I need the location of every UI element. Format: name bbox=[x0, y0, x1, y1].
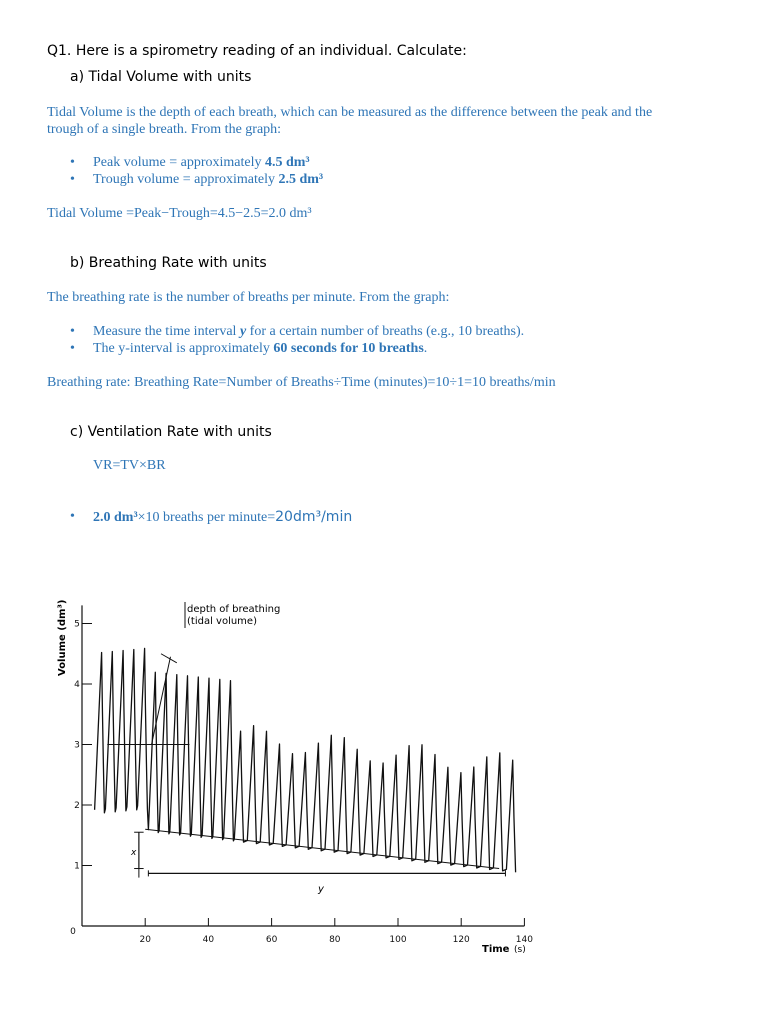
y-tick-label: 1 bbox=[74, 861, 80, 872]
bullet-value: 60 seconds for 10 breaths bbox=[273, 341, 424, 356]
y-marker-label: y bbox=[318, 884, 324, 895]
bullet-text-end: . bbox=[423, 341, 428, 356]
answer-c-formula: VR=TV×BR bbox=[93, 458, 166, 473]
y-tick-label: 5 bbox=[74, 619, 80, 630]
bullet-dot-icon: • bbox=[70, 341, 75, 356]
bullet-dot-icon: • bbox=[70, 155, 75, 170]
breathing-trace bbox=[95, 602, 516, 878]
y-tick-label: 0 bbox=[70, 927, 76, 937]
bullet-dot-icon: • bbox=[70, 172, 75, 187]
annotation-line2: (tidal volume) bbox=[187, 616, 257, 627]
x-tick-label: 120 bbox=[452, 935, 470, 945]
x-marker-label: x bbox=[131, 848, 137, 858]
answer-a-result: Tidal Volume =Peak−Trough=4.5−2.5=2.0 dm³ bbox=[47, 206, 312, 221]
bullet-value: 4.5 dm³ bbox=[264, 155, 310, 170]
bullet-text: ×10 breaths per minute= bbox=[137, 510, 276, 525]
answer-b-intro: The breathing rate is the number of breaths per minute. From the graph: bbox=[47, 290, 450, 305]
question-part-a: a) Tidal Volume with units bbox=[70, 69, 252, 85]
bullet-variable: y bbox=[239, 324, 247, 339]
x-tick-label: 80 bbox=[329, 935, 341, 945]
annotation-top-cap bbox=[161, 654, 177, 663]
y-tick-label: 2 bbox=[74, 801, 80, 811]
x-tick-label: 40 bbox=[202, 935, 215, 945]
answer-a-bullet-peak bbox=[70, 155, 310, 171]
x-axis-label: Time bbox=[482, 944, 510, 955]
x-tick-label: 20 bbox=[139, 935, 151, 945]
x-tick-label: 100 bbox=[389, 935, 407, 945]
bullet-text: Measure the time interval bbox=[93, 324, 240, 339]
answer-b-bullet-interval bbox=[70, 324, 525, 340]
bullet-text: The y-interval is approximately bbox=[93, 341, 274, 356]
tick-labels bbox=[70, 620, 533, 946]
baseline-line bbox=[145, 829, 499, 868]
answer-a-intro-line2: trough of a single breath. From the graph: bbox=[47, 122, 282, 137]
bullet-dot-icon: • bbox=[70, 324, 75, 339]
y-axis-label: Volume (dm³) bbox=[57, 599, 68, 676]
graph-axes bbox=[82, 605, 524, 926]
answer-c-bullet bbox=[70, 509, 353, 526]
bullet-text: Trough volume = approximately bbox=[93, 172, 279, 187]
breathing-curve bbox=[95, 648, 516, 872]
spirometer-graph bbox=[46, 596, 546, 961]
annotation-line1: depth of breathing bbox=[187, 604, 281, 615]
answer-b-bullet-seconds bbox=[70, 341, 428, 357]
answer-a-intro-line1: Tidal Volume is the depth of each breath, which can be measured as the difference between the peak and the bbox=[47, 105, 653, 120]
question-title: Q1. Here is a spirometry reading of an individual. Calculate: bbox=[47, 43, 467, 59]
question-part-b: b) Breathing Rate with units bbox=[70, 255, 267, 271]
answer-b-result: Breathing rate: Breathing Rate=Number of Breaths÷Time (minutes)=10÷1=10 breaths/min bbox=[47, 375, 556, 390]
x-tick-label: 60 bbox=[265, 935, 278, 945]
bullet-result: 20dm³/min bbox=[275, 509, 353, 525]
bullet-value: 2.5 dm³ bbox=[278, 172, 324, 187]
x-axis-unit: (s) bbox=[514, 945, 526, 955]
x-tick-label: 140 bbox=[515, 935, 533, 945]
question-part-c: c) Ventilation Rate with units bbox=[70, 424, 272, 440]
bullet-text-end: for a certain number of breaths (e.g., 10 breaths). bbox=[246, 324, 525, 339]
y-tick-label: 3 bbox=[74, 740, 80, 751]
bullet-dot-icon: • bbox=[70, 509, 75, 524]
y-tick-label: 4 bbox=[74, 680, 80, 690]
bullet-value: 2.0 dm³ bbox=[93, 510, 138, 525]
answer-a-bullet-trough bbox=[70, 172, 324, 188]
bullet-text: Peak volume = approximately bbox=[93, 155, 265, 170]
